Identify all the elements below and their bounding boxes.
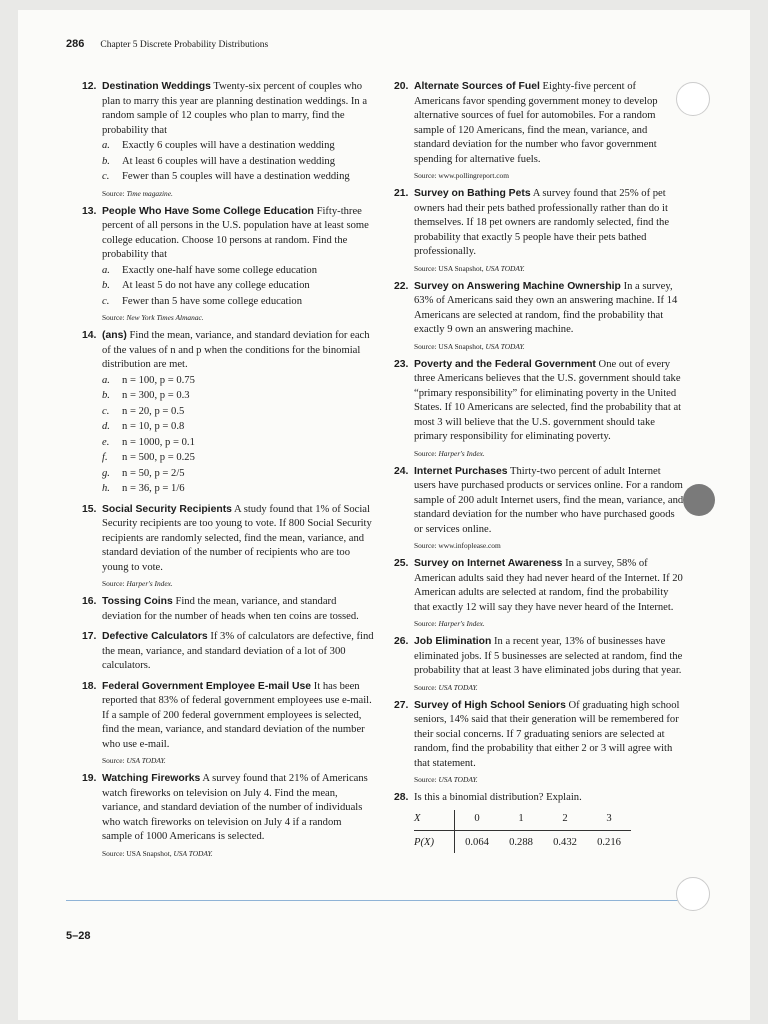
exercise-23 [394,358,684,459]
source-publication: Harper's Index. [126,579,173,588]
exercise-number: 19. [82,773,97,784]
part-letter: a. [102,374,110,386]
exercise-number: 23. [394,358,409,370]
table-cell: 0.432 [553,837,577,848]
binder-hole-bottom [676,877,710,911]
part-letter: g. [102,467,110,479]
exercise-source [102,755,374,766]
exercise-text: A study found that 1% of Social Security recipients are too young to vote. If 800 Social Security recipients are randomly selected, find the mean, variance, and standard deviation of the number of recipients who are too young to vote. [102,503,372,573]
exercise-body [102,80,374,138]
exercise-text: Thirty-two percent of adult Internet users have purchased products or services online. For a random sample of 200 adult Internet users, find the mean, variance, and standard deviation for the number who have purchased goods or services online. [414,465,684,535]
table-cell: 0.216 [597,837,621,848]
exercise-source [102,312,374,323]
chapter-title: Chapter 5 Discrete Probability Distributions [100,40,269,50]
exercise-body [102,329,374,373]
source-text: Source: USA Snapshot, [414,341,486,351]
exercise-body [414,557,684,615]
exercise-15 [82,503,374,590]
binder-hole-top [676,82,710,116]
source-text: Source: USA Snapshot, [414,263,486,273]
part-text: n = 10, p = 0.8 [122,421,185,432]
exercise-title: Survey on Answering Machine Ownership [414,280,621,292]
exercise-text: Find the mean, variance, and standard deviation for the number of heads when ten coins are tossed. [102,596,359,622]
exercise-body [414,358,684,445]
exercise-source [414,341,684,352]
exercise-number: 20. [394,81,409,92]
table-cell: 0.288 [509,837,533,848]
exercise-text: It has been reported that 83% of federal government employees use e-mail. If a sample of 200 federal government employees is selected, find the mean, variance, and standard deviation of the number who use e-mail. [102,680,372,750]
exercise-title: (ans) [102,330,127,341]
exercise-number: 14. [82,330,97,341]
exercise-number: 17. [82,631,97,642]
exercise-text: Twenty-six percent of couples who plan to marry this year are planning destination weddings. In a random sample of 12 couples who plan to marry, find the probability that [102,81,368,136]
exercise-title: Defective Calculators [102,631,208,642]
table-row-header: X [414,810,455,831]
exercise-title: People Who Have Some College Education [102,205,314,217]
part-text: Exactly 6 couples will have a destination wedding [122,140,335,151]
exercise-number: 16. [82,596,97,607]
part-text: n = 20, p = 0.5 [122,405,185,417]
exercise-part [102,374,374,389]
part-text: At least 5 do not have any college education [122,280,310,291]
part-letter: a. [102,264,110,276]
source-publication: Time magazine. [126,188,173,198]
source-publication: Harper's Index. [438,448,485,458]
exercise-source [102,578,374,589]
exercise-part [102,389,374,404]
exercise-part [102,420,374,435]
part-letter: b. [102,155,110,167]
exercise-source [414,774,684,785]
probability-table [414,810,631,853]
exercise-22 [394,280,684,352]
exercise-body [414,465,684,538]
exercise-text: In a survey, 58% of American adults said they had never heard of the Internet. If 20 American adults are selected at random, find the probability that exactly 12 will say they have never heard of the Internet. [414,558,683,613]
exercise-source [414,682,684,693]
exercise-title: Job Elimination [414,636,492,647]
exercise-body [102,772,374,845]
source-publication: USA TODAY. [126,756,166,765]
part-text: n = 50, p = 2/5 [122,467,185,479]
part-text: n = 500, p = 0.25 [122,452,195,463]
exercise-body [414,80,684,167]
part-letter: b. [102,280,110,291]
source-publication: USA TODAY. [438,775,478,784]
table-row-header: P(X) [414,831,455,853]
exercise-text: Find the mean, variance, and standard deviation for each of the values of n and p when the conditions for the binomial distribution are met. [102,330,370,370]
part-text: n = 36, p = 1/6 [122,483,185,494]
exercise-body [414,699,684,772]
exercise-body [414,280,684,338]
page-number: 286 [66,38,85,50]
exercise-18 [82,680,374,767]
exercise-number: 21. [394,188,409,199]
exercise-part [102,139,374,154]
exercise-number: 27. [394,699,409,711]
table-cell: 2 [543,810,587,831]
part-letter: c. [102,295,110,307]
table-cell: 0 [455,810,500,831]
binder-hole-middle [683,484,715,516]
part-letter: c. [102,405,110,417]
exercise-part [102,405,374,420]
exercise-14 [82,329,374,497]
exercise-number: 25. [394,558,409,569]
exercise-text: In a recent year, 13% of businesses have eliminated jobs. If 5 businesses are selected at random, find the probability that at least 3 have eliminated jobs during that year. [414,636,683,676]
exercise-number: 28. [394,792,409,803]
source-text: Source: [102,188,127,198]
exercise-16 [82,595,374,624]
exercise-number: 22. [394,280,409,292]
part-letter: d. [102,421,110,432]
exercise-text: Eighty-five percent of Americans favor spending government money to develop alternative sources of fuel for automobiles. For a random sample of 120 Americans, find the mean, variance, and standard deviation for the number who favor government spending for alternative fuels. [414,81,658,165]
footer-page-label: 5–28 [66,930,91,942]
exercise-title: Poverty and the Federal Government [414,358,596,370]
exercise-part [102,482,374,497]
part-text: At least 6 couples will have a destination wedding [122,155,336,167]
source-text: Source: www.infoplease.com [414,541,501,550]
source-text: Source: [414,775,439,784]
exercise-title: Destination Weddings [102,81,211,92]
exercise-25 [394,557,684,629]
exercise-source [414,170,684,181]
exercise-body [102,205,374,263]
page-header [66,38,268,50]
exercise-part [102,264,374,279]
part-letter: a. [102,140,110,151]
exercise-text: Fifty-three percent of all persons in the U.S. population have at least some college education. Choose 10 persons at random. Find the probability that [102,205,369,260]
exercise-20 [394,80,684,181]
exercise-source [414,263,684,274]
exercise-source [102,848,374,859]
source-text: Source: [102,579,127,588]
source-publication: Harper's Index. [438,619,485,628]
exercise-source [414,448,684,459]
exercise-title: Survey on Internet Awareness [414,558,563,569]
exercise-17 [82,630,374,674]
exercise-body [102,595,374,624]
exercise-28 [394,791,684,853]
exercise-13 [82,205,374,324]
exercise-number: 13. [82,205,97,217]
source-publication: New York Times Almanac. [126,313,204,322]
exercise-part [102,295,374,310]
exercise-title: Survey on Bathing Pets [414,188,531,199]
exercise-text: In a survey, 63% of Americans said they own an answering machine. If 14 Americans are selected at random, find the probability that exactly 9 own an answering machine. [414,280,678,335]
exercise-title: Social Security Recipients [102,503,232,515]
exercise-source [414,540,684,551]
source-publication: USA TODAY. [485,341,525,351]
part-text: n = 1000, p = 0.1 [122,436,195,448]
exercise-body [414,635,684,679]
part-text: Fewer than 5 couples will have a destination wedding [122,171,350,182]
source-publication: USA TODAY. [173,848,213,858]
part-text: n = 100, p = 0.75 [122,374,195,386]
exercise-part [102,279,374,294]
exercise-body [102,503,374,576]
table-row [414,831,631,853]
exercise-text: Is this a binomial distribution? Explain. [414,792,582,803]
exercise-12 [82,80,374,199]
source-text: Source: www.pollingreport.com [414,171,509,180]
exercise-title: Alternate Sources of Fuel [414,81,540,92]
exercise-text: One out of every three Americans believes that the U.S. government should take “primary responsibility” for eliminating poverty in the United States. If 10 Americans are selected, find the probability that at most 3 will believe that the U.S. government should take primary responsibility for eliminating poverty. [414,358,682,442]
footer-rule [66,900,686,901]
table-cell: 1 [499,810,543,831]
exercise-part [102,467,374,482]
exercise-number: 12. [82,81,97,92]
exercise-text: If 3% of calculators are defective, find the mean, variance, and standard deviation of a lot of 300 calculators. [102,631,374,671]
exercise-text: A survey found that 25% of pet owners had their pets bathed professionally rather than do it themselves. If 18 pet owners are randomly selected, find the probability that exactly 5 people have their pets bathed professionally. [414,188,670,257]
exercise-19 [82,772,374,859]
exercise-26 [394,635,684,693]
exercise-body [102,680,374,753]
source-text: Source: [102,313,127,322]
exercise-source [102,188,374,199]
source-text: Source: USA Snapshot, [102,848,174,858]
exercise-body [414,187,684,260]
left-column [82,80,374,865]
exercise-body [414,791,684,806]
exercise-title: Watching Fireworks [102,773,201,784]
exercise-body [102,630,374,674]
part-text: Exactly one-half have some college education [122,264,318,276]
table-cell: 0.064 [465,837,489,848]
source-text: Source: [414,682,439,692]
exercise-text: Of graduating high school seniors, 14% said that their generation will be remembered for their social concerns. If 7 graduating seniors are selected at random, find the probability that either 2 or 3 will agree with that statement. [414,699,680,769]
exercise-title: Survey of High School Seniors [414,699,566,711]
exercise-number: 15. [82,503,97,515]
exercise-24 [394,465,684,552]
right-column [394,80,684,859]
source-text: Source: [414,619,439,628]
part-letter: h. [102,483,110,494]
table-row [414,810,631,831]
source-publication: USA TODAY. [485,263,525,273]
part-letter: e. [102,436,110,448]
source-text: Source: [414,448,439,458]
part-text: n = 300, p = 0.3 [122,390,190,401]
exercise-source [414,618,684,629]
exercise-part [102,436,374,451]
part-letter: c. [102,171,110,182]
exercise-title: Federal Government Employee E-mail Use [102,680,312,692]
exercise-21 [394,187,684,274]
exercise-part [102,451,374,466]
exercise-number: 26. [394,636,409,647]
part-letter: b. [102,390,110,401]
exercise-title: Tossing Coins [102,596,173,607]
exercise-part [102,170,374,185]
exercise-number: 24. [394,465,409,477]
source-text: Source: [102,756,127,765]
source-publication: USA TODAY. [438,682,478,692]
part-letter: f. [102,452,108,463]
exercise-text: A survey found that 21% of Americans watch fireworks on television on July 4. Find the mean, variance, and standard deviation of the number of individuals who watch fireworks on television on July 4 if a random sample of 1000 Americans is selected. [102,773,368,842]
part-text: Fewer than 5 have some college education [122,295,303,307]
table-cell: 3 [587,810,631,831]
exercise-27 [394,699,684,786]
exercise-title: Internet Purchases [414,465,508,477]
exercise-part [102,155,374,170]
exercise-number: 18. [82,680,97,692]
